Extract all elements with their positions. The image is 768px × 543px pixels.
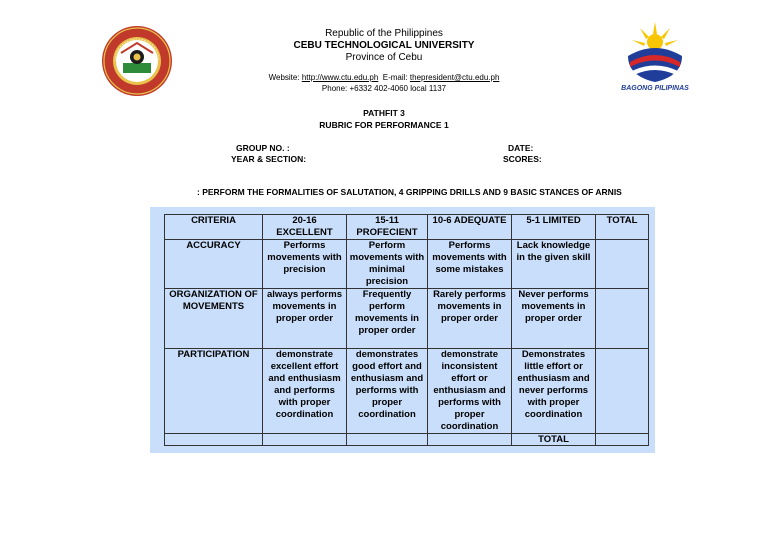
total-row-empty-4	[428, 434, 512, 446]
header-adequate: 10-6 ADEQUATE	[428, 215, 512, 240]
website-label: Website:	[268, 73, 300, 82]
cell-accuracy-adequate: Performs movements with some mistakes	[428, 240, 512, 289]
criteria-participation: PARTICIPATION	[165, 349, 263, 434]
rubric-total-row	[165, 434, 649, 446]
cell-accuracy-proficient: Perform movements with minimal precision	[347, 240, 428, 289]
cell-participation-proficient: demonstrates good effort and enthusiasm and performs with proper coordination	[347, 349, 428, 434]
rubric-row-organization	[165, 289, 649, 349]
cell-accuracy-excellent: Performs movements with precision	[263, 240, 347, 289]
email-label: E-mail:	[382, 73, 408, 82]
scores-label: SCORES:	[503, 154, 542, 164]
year-section-label: YEAR & SECTION:	[231, 154, 307, 164]
total-row-empty-2	[263, 434, 347, 446]
total-row-empty-3	[347, 434, 428, 446]
university-name: CEBU TECHNOLOGICAL UNIVERSITY	[293, 40, 475, 51]
rubric-row-participation	[165, 349, 649, 434]
bagong-pilipinas-text: BAGONG PILIPINAS	[621, 85, 689, 92]
website-link[interactable]: http://www.ctu.edu.ph	[301, 73, 379, 82]
header-excellent: 20-16 EXCELLENT	[263, 215, 347, 240]
total-row-label: TOTAL	[512, 434, 596, 446]
header-limited: 5-1 LIMITED	[512, 215, 596, 240]
cell-participation-limited: Demonstrates little effort or enthusiasm and never performs with proper coordination	[512, 349, 596, 434]
cell-organization-adequate: Rarely performs movements in proper order	[428, 289, 512, 349]
task-instruction: : PERFORM THE FORMALITIES OF SALUTATION, 4 GRIPPING DRILLS AND 9 BASIC STANCES OF ARNIS	[197, 187, 622, 197]
course-title: PATHFIT 3	[363, 108, 405, 118]
cell-accuracy-total	[596, 240, 649, 289]
header-criteria: CRITERIA	[165, 215, 263, 240]
header-total: TOTAL	[596, 215, 649, 240]
phone-line: Phone: +6332 402-4060 local 1137	[321, 84, 447, 93]
contact-line	[0, 72, 768, 83]
criteria-accuracy: ACCURACY	[165, 240, 263, 289]
total-row-empty-1	[165, 434, 263, 446]
cell-organization-excellent: always performs movements in proper order	[263, 289, 347, 349]
cell-participation-adequate: demonstrate inconsistent effort or enthusiasm and performs with proper coordination	[428, 349, 512, 434]
cell-organization-limited: Never performs movements in proper order	[512, 289, 596, 349]
date-label: DATE:	[508, 143, 534, 153]
republic-line: Republic of the Philippines	[325, 28, 443, 39]
province-line: Province of Cebu	[345, 52, 423, 63]
rubric-header-row	[165, 215, 649, 240]
cell-accuracy-limited: Lack knowledge in the given skill	[512, 240, 596, 289]
email-link[interactable]: thepresident@ctu.edu.ph	[409, 73, 500, 82]
rubric-table	[164, 214, 649, 446]
cell-organization-total	[596, 289, 649, 349]
criteria-organization: ORGANIZATION OF MOVEMENTS	[165, 289, 263, 349]
rubric-title: RUBRIC FOR PERFORMANCE 1	[319, 120, 449, 130]
group-no-label: GROUP NO. :	[236, 143, 290, 153]
cell-participation-excellent: demonstrate excellent effort and enthusiasm and performs with proper coordination	[263, 349, 347, 434]
total-row-value	[596, 434, 649, 446]
cell-participation-total	[596, 349, 649, 434]
header-proficient: 15-11 PROFECIENT	[347, 215, 428, 240]
cell-organization-proficient: Frequently perform movements in proper order	[347, 289, 428, 349]
rubric-row-accuracy	[165, 240, 649, 289]
